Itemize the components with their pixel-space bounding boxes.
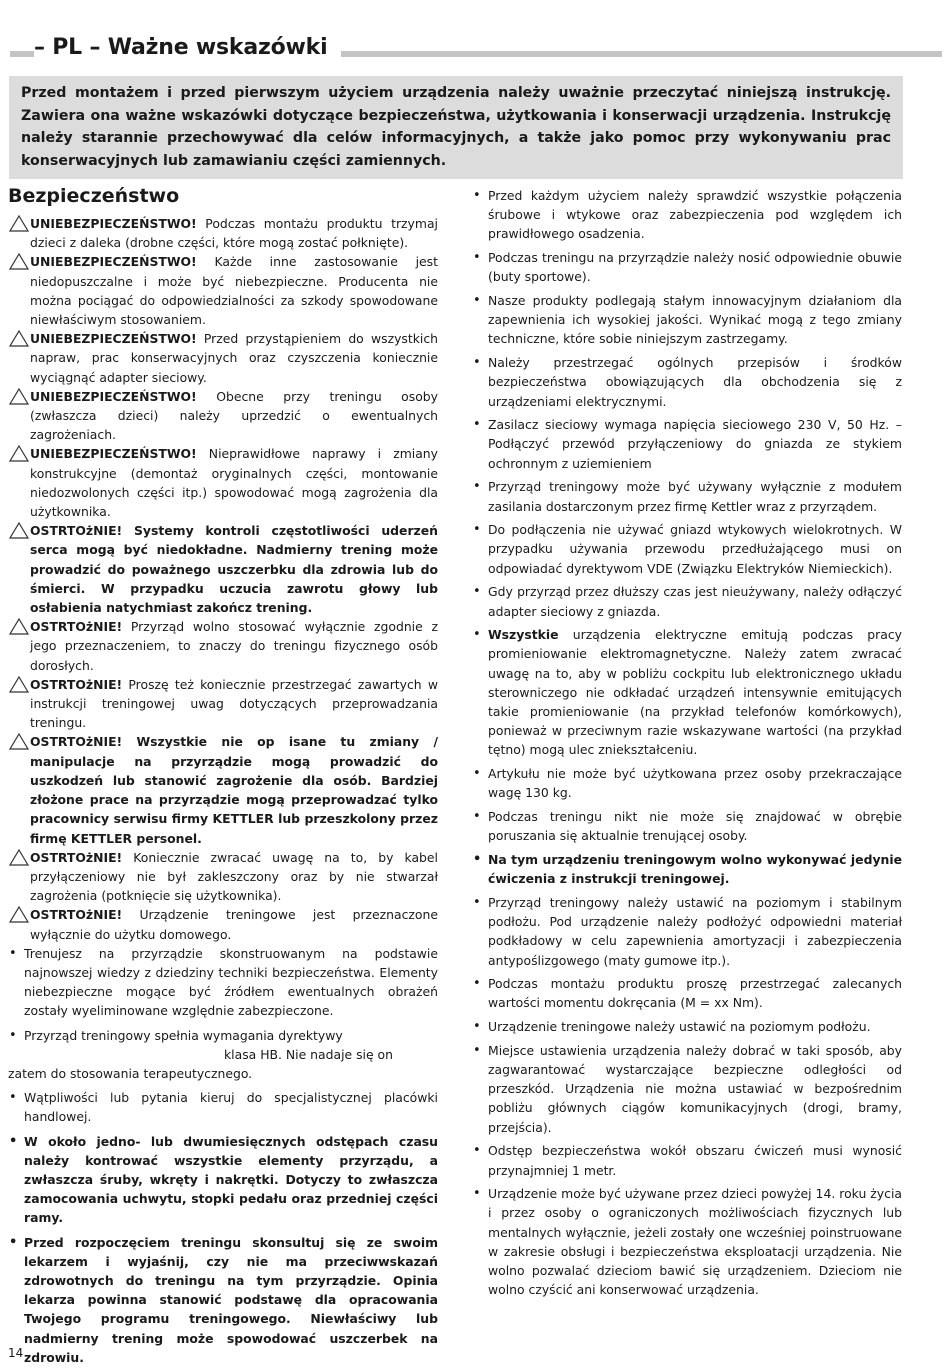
bullet-text-cont: klasa HB. Nie nadaje się on <box>224 1046 393 1062</box>
warning-item <box>8 387 438 445</box>
warning-text: Przyrząd wolno stosować wyłącznie zgodnie z jego przeznaczeniem, to znaczy do treningu fizycznego osób dorosłych. <box>30 619 438 673</box>
bullet-item <box>472 248 902 286</box>
warning-label: OSTRTOżNIE! <box>30 849 123 865</box>
warning-item <box>8 252 438 329</box>
bullet-text: Urządzenie treningowe należy ustawić na poziomym podłożu. <box>488 1019 871 1035</box>
section-title: Bezpieczeństwo <box>8 185 180 207</box>
bullet-item <box>472 764 902 802</box>
warning-text: Obecne przy treningu osoby (zwłaszcza dzieci) należy uprzedzić o ewentualnych zagrożeniach. <box>30 388 438 443</box>
bullet-text: Nasze produkty podlegają stałym innowacyjnym działaniom dla zapewnienia ich wysokiej jakości. Wynikać mogą z tego zmiany techniczne, które sobie niniejszym zastrzegamy. <box>488 293 902 347</box>
bullet-item <box>8 1026 438 1084</box>
bullet-text: Trenujesz na przyrządzie skonstruowanym na podstawie najnowszej wiedzy z dziedziny techniki bezpieczeństwa. Elementy niebezpieczne mogące być źródłem ewentualnych obrażeń zostały wyeliminowane względnie zabezpieczone. <box>24 945 438 1019</box>
bullet-dot-icon: • <box>473 1042 481 1058</box>
bullet-dot-icon: • <box>473 976 481 992</box>
bullet-text: Podczas montażu produktu proszę przestrzegać zalecanych wartości momentu dokręcania (M = xx Nm). <box>488 976 902 1011</box>
warning-label: UNIEBEZPIECZEŃSTWO! <box>30 446 197 462</box>
bullet-text: Miejsce ustawienia urządzenia należy dobrać w taki sposób, aby zagwarantować wystarczające bezpieczne odległości od przeszkód. Urządzenia nie można ustawiać w bezpośrednim pobliżu głównych ciągów komunikacyjnych (drogi, bramy, przejścia). <box>488 1042 902 1135</box>
warning-triangle-icon <box>9 445 29 462</box>
warning-triangle-icon <box>9 618 29 635</box>
bullet-item <box>472 1041 902 1137</box>
left-column <box>8 184 438 1372</box>
bullet-text: Gdy przyrząd przez dłuższy czas jest nieużywany, należy odłączyć adapter sieciowy z gniazda. <box>488 584 902 619</box>
warning-item <box>8 617 438 675</box>
warning-label: OSTRTOżNIE! <box>30 619 123 635</box>
warning-label: OSTRTOżNIE! <box>30 676 123 692</box>
bullet-dot-icon: • <box>9 1133 18 1149</box>
bullet-text: Przed rozpoczęciem treningu skonsultuj się ze swoim lekarzem i wyjaśnij, czy nie ma przeciwwskazań zdrowotnych do treningu na tym przyrządzie. Opinia lekarza powinna stanowić podstawę dla opracowania Twojego programu treningowego. Niewłaściwy lub nadmierny trening może spowodować uszczerbek na zdrowiu. <box>24 1234 438 1365</box>
bullet-text: Przed każdym użyciem należy sprawdzić wszystkie połączenia śrubowe i wtykowe oraz zabezpieczenia pod względem ich prawidłowego osadzenia. <box>488 188 902 242</box>
bullet-dot-icon: • <box>9 1027 17 1043</box>
bullet-item <box>472 186 902 244</box>
bullet-item <box>472 974 902 1012</box>
bullet-dot-icon: • <box>473 627 481 643</box>
bullet-item <box>472 1017 902 1036</box>
bullet-dot-icon: • <box>473 852 482 867</box>
bullet-dot-icon: • <box>473 522 481 538</box>
bullet-item <box>8 1088 438 1126</box>
bullet-item <box>472 520 902 578</box>
warning-triangle-icon <box>9 849 29 866</box>
warning-text: Proszę też koniecznie przestrzegać zawartych w instrukcji treningowej uwag dotyczących przeprowadzania treningu. <box>30 676 438 731</box>
bullet-text: Artykułu nie może być użytkowana przez osoby przekraczające wagę 130 kg. <box>488 766 902 801</box>
bullet-dot-icon: • <box>473 188 481 203</box>
bullet-dot-icon: • <box>473 293 481 309</box>
bullet-text: Na tym urządzeniu treningowym wolno wykonywać jedynie ćwiczenia z instrukcji treningowej. <box>488 852 902 887</box>
bullet-text: W około jedno- lub dwumiesięcznych odstępach czasu należy kontrować wszystkie elementy przyrządu, a zwłaszcza śruby, wkręty i nakrętki. Dotyczy to zwłaszcza zamocowania uchwytu, stopki pedału oraz przedniej części ramy. <box>24 1133 438 1226</box>
warning-item <box>8 848 438 906</box>
bullet-dot-icon: • <box>473 355 481 371</box>
bullet-text: urządzenia elektryczne emitują podczas pracy promieniowanie elektromagnetyczne. Należy zatem zwracać uwagę na to, aby w pobliżu cockpitu lub elektronicznego układu sterowniczego nie odkładać urządzeń intensywnie emitujących takie promieniowanie (na przykład telefonów komórkowych), ponieważ w przeciwnym razie wskazywane wartości (na przykład tętno) mogą ulec zniekształceniu. <box>488 627 902 758</box>
bullet-dot-icon: • <box>473 479 481 495</box>
warning-label: OSTRTOżNIE! <box>30 523 123 539</box>
bullet-item <box>8 1233 438 1367</box>
bullet-item <box>472 893 902 970</box>
bullet-text: Wątpliwości lub pytania kieruj do specjalistycznej placówki handlowej. <box>24 1090 438 1125</box>
bullet-text: Do podłączenia nie używać gniazd wtykowych wielokrotnych. W przypadku używania przewodu przedłużającego musi on odpowiadać dyrektywom VDE (Związku Elektryków Niemieckich). <box>488 522 902 576</box>
bullet-item <box>8 944 438 1021</box>
bullet-item <box>472 477 902 515</box>
warning-triangle-icon <box>9 253 29 270</box>
bullet-dot-icon: • <box>473 584 481 600</box>
bullet-dot-icon: • <box>9 1234 18 1250</box>
bullet-dot-icon: • <box>473 417 481 433</box>
page-number: 14 <box>8 1346 24 1360</box>
bullet-item <box>472 1184 902 1299</box>
warnings-list <box>8 214 438 944</box>
warning-text: Przed przystąpieniem do wszystkich napraw, prac konserwacyjnych oraz czyszczenia koniecznie wyciągnąć adapter sieciowy. <box>30 331 438 385</box>
warning-text: Systemy kontroli częstotliwości uderzeń serca mogą być niedokładne. Nadmierny trening może prowadzić do poważnego uszczerbku dla zdrowia lub do śmierci. W przypadku uczucia zawrotu głowy lub osłabienia natychmiast zakończ trening. <box>30 523 438 616</box>
warning-triangle-icon <box>9 330 29 347</box>
warning-item <box>8 675 438 733</box>
warning-item <box>8 214 438 252</box>
bullet-dot-icon: • <box>473 766 481 782</box>
bullet-item <box>472 850 902 888</box>
bullet-item <box>472 582 902 620</box>
warning-item <box>8 444 438 521</box>
bullet-text: Odstęp bezpieczeństwa wokół obszaru ćwiczeń musi wynosić przynajmniej 1 metr. <box>488 1143 902 1178</box>
warning-label: OSTRTOżNIE! <box>30 734 123 750</box>
bullet-text: Przyrząd treningowy spełnia wymagania dyrektywy <box>24 1027 343 1043</box>
bullet-item <box>472 415 902 473</box>
left-bullet-list <box>8 944 438 1367</box>
warning-item <box>8 732 438 847</box>
page-header <box>10 34 942 64</box>
warning-item <box>8 329 438 387</box>
warning-label: UNIEBEZPIECZEŃSTWO! <box>30 388 197 404</box>
bullet-item <box>472 807 902 845</box>
bullet-text: Urządzenie może być używane przez dzieci powyżej 14. roku życia i przez osoby o ograniczonych możliwościach fizycznych lub mentalnych wyłącznie, jeżeli zostały one wcześniej poinstruowane w zakresie obsługi i bezpieczeństwa eksploatacji urządzenia. Nie wolno pozwalać dzieciom bawić się urządzeniem. Dzieciom nie wolno czyścić ani konserwować urządzenia. <box>488 1186 902 1298</box>
bullet-dot-icon: • <box>473 250 481 266</box>
warning-triangle-icon <box>9 388 29 405</box>
bullet-text: Podczas treningu nikt nie może się znajdować w obrębie poruszania się aktualnie trenującej osoby. <box>488 809 902 844</box>
bullet-item <box>472 625 902 759</box>
warning-triangle-icon <box>9 522 29 539</box>
bullet-dot-icon: • <box>9 945 17 961</box>
page-title: – PL – Ważne wskazówki <box>34 34 341 62</box>
bullet-item <box>472 1141 902 1179</box>
warning-label: UNIEBEZPIECZEŃSTWO! <box>30 331 197 347</box>
warning-triangle-icon <box>9 733 29 750</box>
bullet-text: Zasilacz sieciowy wymaga napięcia sieciowego 230 V, 50 Hz. – Podłączyć przewód przyłączeniowy do gniazda ze stykiem ochronnym z uziemieniem <box>488 417 902 471</box>
bullet-text: Przyrząd treningowy należy ustawić na poziomym i stabilnym podłożu. Pod urządzenie należy podłożyć odpowiedni materiał podkładowy w celu zapewnienia amortyzacji i zabezpieczenia antypoślizgowego (maty gumowe itp.). <box>488 894 902 968</box>
warning-text: Koniecznie zwracać uwagę na to, by kabel przyłączeniowy nie był zakleszczony oraz by nie stwarzał zagrożenia (potknięcie się użytkownika). <box>30 849 438 904</box>
bullet-dot-icon: • <box>473 809 481 825</box>
bullet-text: Należy przestrzegać ogólnych przepisów i środków bezpieczeństwa obowiązujących dla obchodzenia się z urządzeniami elektrycznymi. <box>488 355 902 409</box>
warning-label: UNIEBEZPIECZEŃSTWO! <box>30 216 197 231</box>
warning-triangle-icon <box>9 676 29 693</box>
warning-text: Nieprawidłowe naprawy i zmiany konstrukcyjne (demontaż oryginalnych części, montowanie niedozwolonych części itp.) spowodować mogą zagrożenia dla użytkownika. <box>30 446 438 520</box>
warning-triangle-icon <box>9 215 29 232</box>
bullet-dot-icon: • <box>473 1143 481 1159</box>
warning-label: UNIEBEZPIECZEŃSTWO! <box>30 254 197 270</box>
warning-text: Podczas montażu produktu trzymaj dzieci z daleka (drobne części, które mogą zostać połknięte). <box>30 216 438 251</box>
bullet-dot-icon: • <box>473 1186 481 1202</box>
warning-label: OSTRTOżNIE! <box>30 907 123 923</box>
bullet-dot-icon: • <box>473 894 481 910</box>
bullet-dot-icon: • <box>9 1090 17 1106</box>
warning-triangle-icon <box>9 906 29 923</box>
warning-text: Każde inne zastosowanie jest niedopuszczalne i może być niebezpieczne. Producenta nie można pociągać do odpowiedzialności za szkody spowodowane niewłaściwym stosowaniem. <box>30 254 438 328</box>
bullet-lead: Wszystkie <box>488 627 559 643</box>
bullet-dot-icon: • <box>473 1019 481 1035</box>
right-bullet-list <box>472 186 902 1299</box>
right-column <box>472 186 902 1304</box>
bullet-item <box>472 353 902 411</box>
bullet-text: Podczas treningu na przyrządzie należy nosić odpowiednie obuwie (buty sportowe). <box>488 250 902 285</box>
warning-text: Urządzenie treningowe jest przeznaczone wyłącznie do użytku domowego. <box>30 907 438 942</box>
bullet-text: Przyrząd treningowy może być używany wyłącznie z modułem zasilania dostarczonym przez firmę Kettler wraz z przyrządem. <box>488 479 902 514</box>
bullet-item <box>8 1132 438 1228</box>
warning-item <box>8 905 438 943</box>
warning-item <box>8 521 438 617</box>
intro-box: Przed montażem i przed pierwszym użyciem urządzenia należy uważnie przeczytać niniejszą instrukcję. Zawiera ona ważne wskazówki dotyczące bezpieczeństwa, użytkowania i konserwacji urządzenia. Instrukcję należy starannie przechowywać dla celów informacyjnych, a także jako pomoc przy wykonywaniu prac konserwacyjnych lub zamawianiu części zamiennych. <box>9 76 903 179</box>
warning-text: Wszystkie nie op isane tu zmiany / manipulacje na przyrządzie mogą prowadzić do uszkodzeń lub stanowić zagrożenie dla osób. Bardziej złożone prace na przyrządzie mogą przeprowadzać tylko pracownicy serwisu firmy KETTLER lub przeszkolony przez firmę KETTLER personel. <box>30 734 438 846</box>
bullet-text-cont: zatem do stosowania terapeutycznego. <box>8 1065 253 1081</box>
bullet-item <box>472 291 902 349</box>
